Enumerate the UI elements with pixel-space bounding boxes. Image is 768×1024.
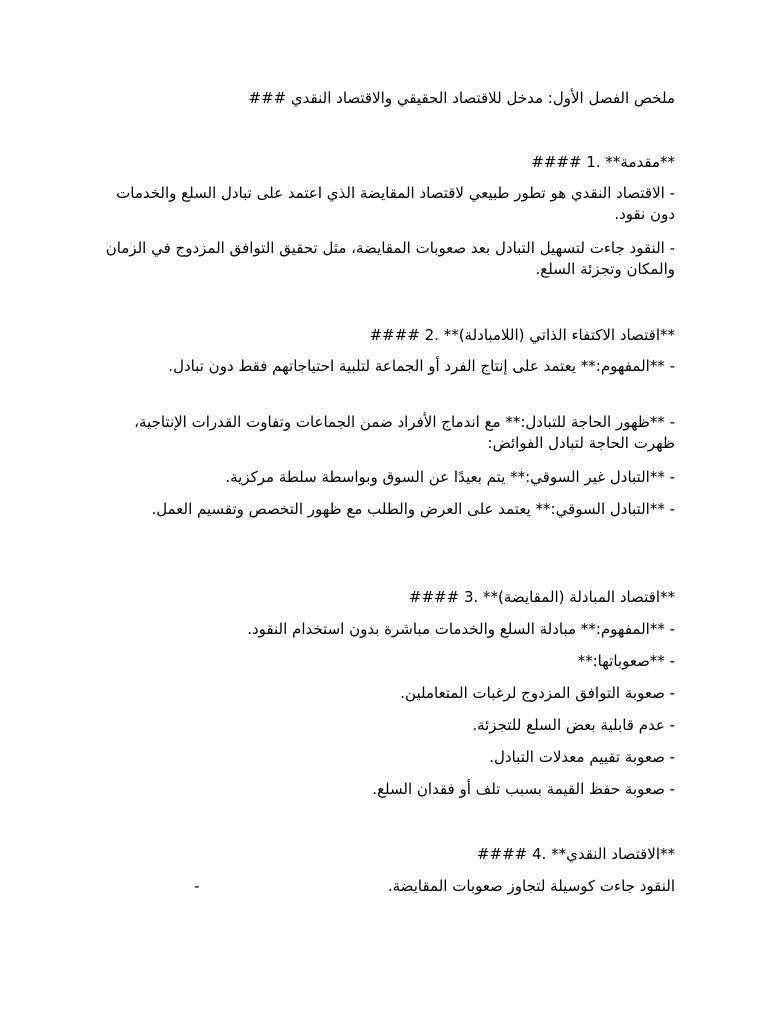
section-4-item-1-text: النقود جاءت كوسيلة لتجاوز صعوبات المقايضة. (387, 877, 675, 895)
section-3-item-5: - صعوبة تقييم معدلات التبادل. (489, 748, 675, 766)
section-4-item-1 (92, 876, 675, 897)
document-page (92, 0, 675, 1024)
section-2-heading: **اقتصاد الاكتفاء الذاتي (اللامبادلة)** .2 #### (369, 326, 675, 344)
section-3-item-2: - **صعوباتها:** (577, 652, 675, 670)
section-1-item-1: - الاقتصاد النقدي هو تطور طبيعي لاقتصاد المقايضة الذي اعتمد على تبادل السلع والخدمات دون نقود. (116, 184, 675, 223)
document-title: ملخص الفصل الأول: مدخل للاقتصاد الحقيقي والاقتصاد النقدي ### (248, 89, 675, 107)
section-3-item-4: - عدم قابلية بعض السلع للتجزئة. (472, 716, 675, 734)
section-1-heading: **مقدمة** .1 #### (531, 153, 675, 171)
section-4-item-1-dash: - (194, 877, 200, 895)
section-3-item-6: - صعوبة حفظ القيمة بسبب تلف أو فقدان السلع. (372, 780, 675, 798)
section-1-item-2: - النقود جاءت لتسهيل التبادل بعد صعوبات المقايضة، مثل تحقيق التوافق المزدوج في الزمان والمكان وتجزئة السلع. (105, 239, 675, 278)
section-2-item-2: - **ظهور الحاجة للتبادل:** مع اندماج الأفراد ضمن الجماعات وتفاوت القدرات الإنتاجية، ظهرت الحاجة لتبادل الفوائض: (134, 413, 675, 452)
section-3-item-3: - صعوبة التوافق المزدوج لرغبات المتعاملين. (400, 684, 675, 702)
section-4-heading: **الاقتصاد النقدي** .4 #### (476, 845, 675, 863)
section-3-heading: **اقتصاد المبادلة (المقايضة)** .3 #### (408, 588, 675, 606)
section-2-item-3: - **التبادل غير السوقي:** يتم بعيدًا عن السوق وبواسطة سلطة مركزية. (225, 468, 675, 486)
section-3-item-1: - **المفهوم:** مبادلة السلع والخدمات مباشرة بدون استخدام النقود. (247, 620, 675, 638)
section-2-item-4: - **التبادل السوقي:** يعتمد على العرض والطلب مع ظهور التخصص وتقسيم العمل. (151, 500, 675, 518)
section-2-item-1: - **المفهوم:** يعتمد على إنتاج الفرد أو الجماعة لتلبية احتياجاتهم فقط دون تبادل. (168, 357, 675, 375)
